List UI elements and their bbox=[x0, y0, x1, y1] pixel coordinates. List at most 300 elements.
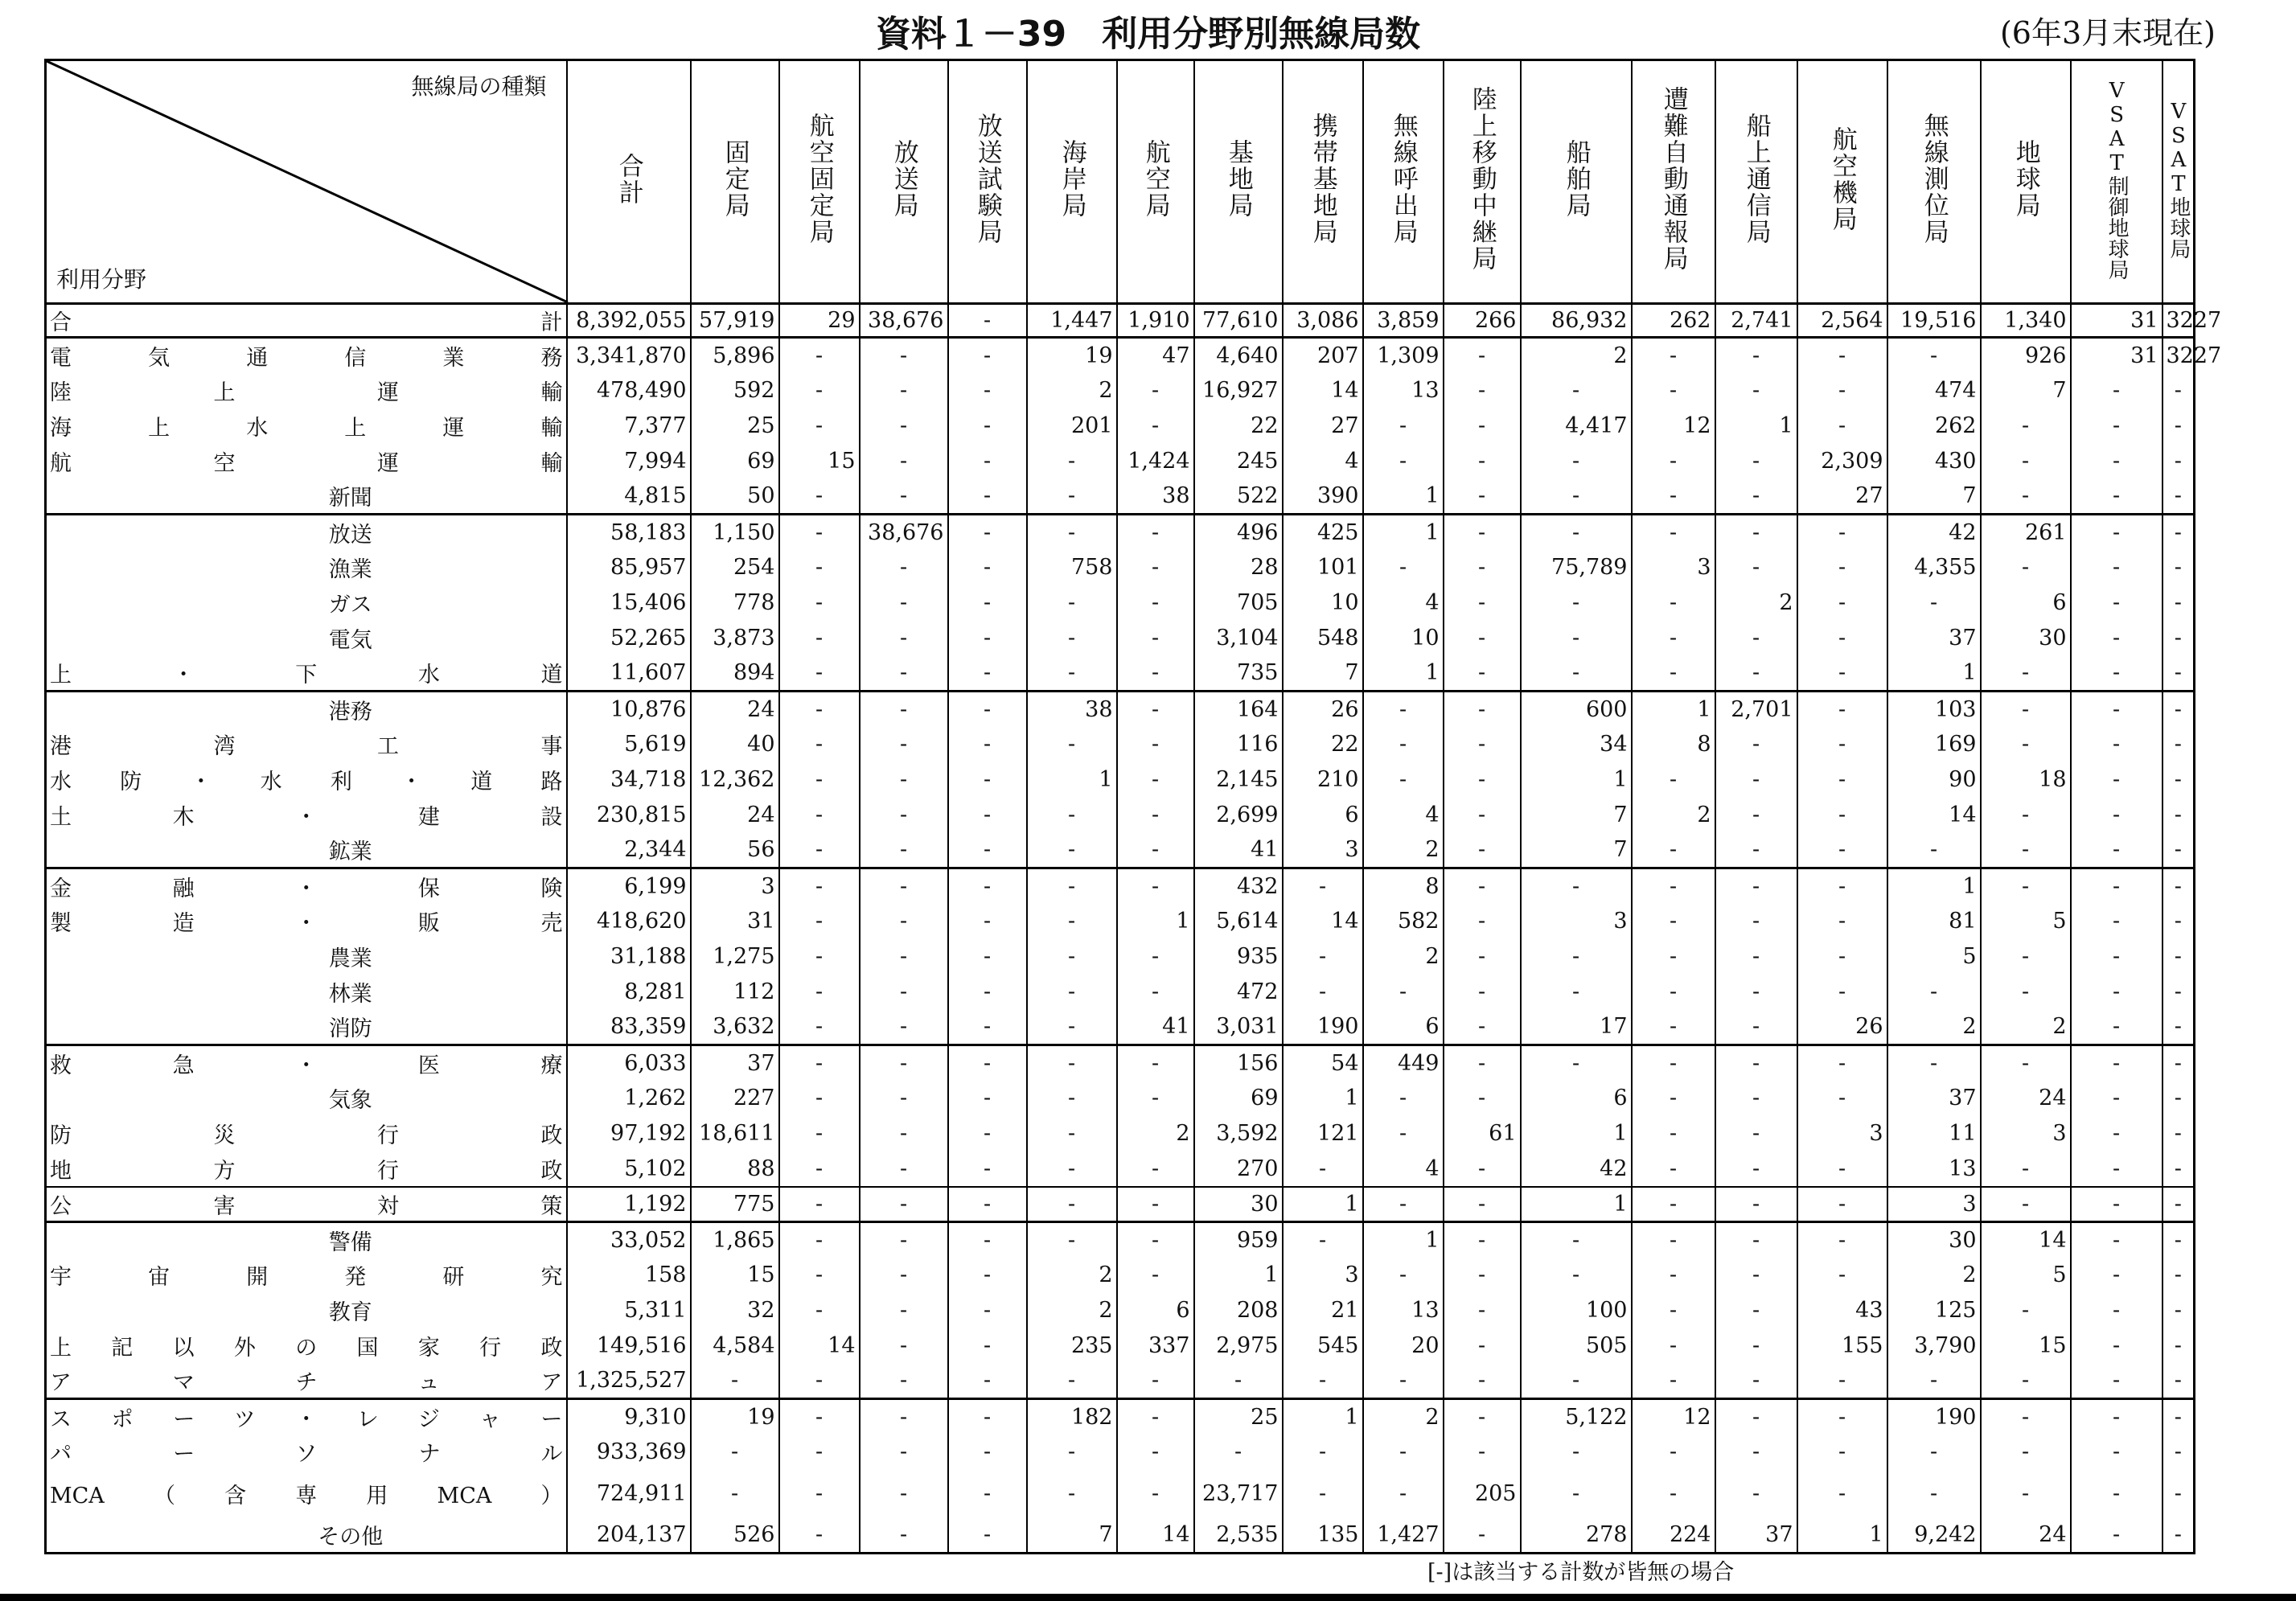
table-cell: - bbox=[1521, 1435, 1632, 1470]
table-cell: 18,611 bbox=[691, 1116, 779, 1151]
table-row bbox=[46, 444, 2195, 479]
table-cell: 5 bbox=[1887, 939, 1981, 975]
table-cell: - bbox=[1715, 727, 1797, 762]
table-cell: - bbox=[1797, 798, 1887, 833]
table-cell: - bbox=[860, 1187, 948, 1222]
table-cell: 425 bbox=[1283, 515, 1363, 550]
table-cell: - bbox=[860, 479, 948, 515]
table-row bbox=[46, 1010, 2195, 1045]
table-cell: 14 bbox=[1981, 1222, 2071, 1258]
table-cell: - bbox=[1521, 479, 1632, 515]
row-label: 教育 bbox=[46, 1293, 567, 1328]
row-label: 地方行政 bbox=[46, 1151, 567, 1187]
table-cell: 2,344 bbox=[567, 833, 691, 868]
table-cell: - bbox=[948, 692, 1027, 727]
column-header-label: 航空固定局 bbox=[804, 113, 834, 245]
table-cell: 7 bbox=[1521, 798, 1632, 833]
column-header-label: 地球局 bbox=[2011, 139, 2040, 219]
table-cell: - bbox=[1632, 868, 1715, 904]
column-header-label: 合計 bbox=[614, 152, 643, 206]
table-cell: - bbox=[860, 868, 948, 904]
table-cell: 19 bbox=[1027, 338, 1117, 373]
table-cell: - bbox=[1715, 621, 1797, 656]
table-cell: - bbox=[1981, 1045, 2071, 1081]
table-cell: - bbox=[2071, 1081, 2163, 1116]
table-cell: 112 bbox=[691, 975, 779, 1010]
table-cell: 11 bbox=[1887, 1116, 1981, 1151]
table-cell: - bbox=[948, 1258, 1027, 1293]
table-cell: - bbox=[2071, 939, 2163, 975]
table-cell: 81 bbox=[1887, 904, 1981, 939]
table-cell: - bbox=[1283, 1435, 1363, 1470]
table-cell: - bbox=[1521, 585, 1632, 621]
table-cell: - bbox=[1632, 1081, 1715, 1116]
table-cell: 8,281 bbox=[567, 975, 691, 1010]
table-cell: - bbox=[860, 1293, 948, 1328]
row-label: 救急・医療 bbox=[46, 1045, 567, 1081]
table-cell: 13 bbox=[1363, 1293, 1444, 1328]
table-cell: - bbox=[2071, 479, 2163, 515]
table-cell: 4 bbox=[1283, 444, 1363, 479]
table-cell: - bbox=[948, 444, 1027, 479]
table-cell: - bbox=[779, 1518, 860, 1554]
table-cell: 778 bbox=[691, 585, 779, 621]
table-cell: - bbox=[948, 585, 1027, 621]
table-cell: 935 bbox=[1194, 939, 1283, 975]
table-cell: - bbox=[1981, 833, 2071, 868]
table-cell: - bbox=[1117, 798, 1194, 833]
table-cell: - bbox=[1117, 1364, 1194, 1399]
column-header bbox=[567, 60, 691, 304]
table-cell: - bbox=[1981, 868, 2071, 904]
table-cell: - bbox=[1117, 1187, 1194, 1222]
row-label: 放送 bbox=[46, 515, 567, 550]
column-header bbox=[779, 60, 860, 304]
table-cell: - bbox=[860, 656, 948, 692]
column-header-label: 基地局 bbox=[1223, 139, 1253, 219]
table-cell: - bbox=[860, 585, 948, 621]
table-cell: - bbox=[1715, 1258, 1797, 1293]
table-cell: - bbox=[779, 939, 860, 975]
row-label: その他 bbox=[46, 1518, 567, 1554]
table-cell: 14 bbox=[1283, 373, 1363, 408]
table-cell: - bbox=[779, 1293, 860, 1328]
table-cell: 12 bbox=[1632, 1399, 1715, 1435]
table-cell: 22 bbox=[1194, 408, 1283, 444]
column-header bbox=[1194, 60, 1283, 304]
row-label: 電気 bbox=[46, 621, 567, 656]
table-cell: - bbox=[860, 373, 948, 408]
table-cell: - bbox=[2071, 975, 2163, 1010]
table-row bbox=[46, 939, 2195, 975]
table-cell: - bbox=[1632, 444, 1715, 479]
table-cell: - bbox=[948, 304, 1027, 338]
table-cell: - bbox=[1797, 621, 1887, 656]
table-cell: 38,676 bbox=[860, 515, 948, 550]
table-cell: 3,859 bbox=[1363, 304, 1444, 338]
table-cell: 10,876 bbox=[567, 692, 691, 727]
table-cell: 85,957 bbox=[567, 550, 691, 585]
table-cell: - bbox=[2163, 975, 2195, 1010]
table-cell: - bbox=[2071, 550, 2163, 585]
table-row bbox=[46, 1518, 2195, 1554]
table-cell: - bbox=[1715, 1399, 1797, 1435]
table-cell: - bbox=[1981, 1399, 2071, 1435]
table-cell: 1 bbox=[1632, 692, 1715, 727]
table-cell: 121 bbox=[1283, 1116, 1363, 1151]
table-cell: 5 bbox=[1981, 904, 2071, 939]
row-label: 港湾工事 bbox=[46, 727, 567, 762]
table-cell: 1 bbox=[1363, 656, 1444, 692]
table-cell: 390 bbox=[1283, 479, 1363, 515]
column-header bbox=[1981, 60, 2071, 304]
table-cell: - bbox=[2071, 1328, 2163, 1364]
table-cell: - bbox=[1715, 1010, 1797, 1045]
table-cell: - bbox=[1027, 1010, 1117, 1045]
table-row bbox=[46, 692, 2195, 727]
table-cell: - bbox=[1363, 1187, 1444, 1222]
table-cell: 28 bbox=[1194, 550, 1283, 585]
table-cell: 472 bbox=[1194, 975, 1283, 1010]
table-cell: 2,564 bbox=[1797, 304, 1887, 338]
table-cell: - bbox=[779, 550, 860, 585]
page-title: 資料１－39 利用分野別無線局数 bbox=[875, 14, 1421, 55]
table-row bbox=[46, 479, 2195, 515]
table-cell: 600 bbox=[1521, 692, 1632, 727]
table-cell: - bbox=[948, 798, 1027, 833]
table-cell: 75,789 bbox=[1521, 550, 1632, 585]
table-cell: - bbox=[948, 338, 1027, 373]
table-cell: - bbox=[779, 479, 860, 515]
table-cell: 169 bbox=[1887, 727, 1981, 762]
table-cell: 227 bbox=[691, 1081, 779, 1116]
radio-station-table bbox=[44, 59, 2222, 1554]
table-cell: - bbox=[1981, 692, 2071, 727]
table-cell: - bbox=[779, 656, 860, 692]
table-cell: - bbox=[1981, 408, 2071, 444]
table-cell: - bbox=[860, 1518, 948, 1554]
table-cell: - bbox=[2071, 798, 2163, 833]
table-cell: - bbox=[948, 904, 1027, 939]
table-cell: - bbox=[860, 1470, 948, 1518]
table-cell: 6 bbox=[1283, 798, 1363, 833]
table-cell: - bbox=[2163, 621, 2195, 656]
table-cell: - bbox=[1444, 1010, 1521, 1045]
table-cell: 3,086 bbox=[1283, 304, 1363, 338]
table-cell: - bbox=[2163, 1222, 2195, 1258]
table-row bbox=[46, 1435, 2195, 1470]
table-cell: 26 bbox=[1797, 1010, 1887, 1045]
table-cell: - bbox=[1363, 408, 1444, 444]
table-cell: 1 bbox=[1283, 1081, 1363, 1116]
table-cell: - bbox=[1887, 975, 1981, 1010]
table-cell: 12,362 bbox=[691, 762, 779, 798]
table-cell: 1,340 bbox=[1981, 304, 2071, 338]
column-header bbox=[1521, 60, 1632, 304]
table-cell: - bbox=[1027, 1116, 1117, 1151]
table-cell: - bbox=[1632, 1222, 1715, 1258]
table-row bbox=[46, 1045, 2195, 1081]
table-cell: - bbox=[1027, 1187, 1117, 1222]
table-cell: 4,815 bbox=[567, 479, 691, 515]
table-cell: - bbox=[1444, 1435, 1521, 1470]
table-cell: - bbox=[948, 1399, 1027, 1435]
table-cell: - bbox=[2163, 479, 2195, 515]
table-cell: 1,309 bbox=[1363, 338, 1444, 373]
table-cell: - bbox=[779, 1187, 860, 1222]
table-cell: 1 bbox=[1797, 1518, 1887, 1554]
table-cell: - bbox=[2071, 444, 2163, 479]
table-cell: 254 bbox=[691, 550, 779, 585]
table-cell: - bbox=[2071, 621, 2163, 656]
table-cell: - bbox=[948, 1081, 1027, 1116]
table-cell: 2 bbox=[1521, 338, 1632, 373]
table-cell: 1 bbox=[1194, 1258, 1283, 1293]
table-cell: - bbox=[1521, 1470, 1632, 1518]
table-cell: - bbox=[1715, 833, 1797, 868]
table-row bbox=[46, 1258, 2195, 1293]
table-row bbox=[46, 1151, 2195, 1187]
table-cell: 7 bbox=[1027, 1518, 1117, 1554]
table-cell: - bbox=[948, 868, 1027, 904]
table-cell: 5,614 bbox=[1194, 904, 1283, 939]
table-cell: - bbox=[1194, 1435, 1283, 1470]
row-label: 水防・水利・道路 bbox=[46, 762, 567, 798]
table-cell: - bbox=[1521, 373, 1632, 408]
table-cell: - bbox=[1632, 1435, 1715, 1470]
table-row bbox=[46, 1293, 2195, 1328]
table-cell: - bbox=[860, 1010, 948, 1045]
table-cell: 3,341,870 bbox=[567, 338, 691, 373]
table-row bbox=[46, 621, 2195, 656]
as-of-date: (6年3月末現在) bbox=[1999, 15, 2216, 51]
column-header-label: 遭難自動通報局 bbox=[1658, 86, 1688, 272]
table-cell: 37 bbox=[1715, 1518, 1797, 1554]
table-cell: - bbox=[691, 1435, 779, 1470]
table-cell: 3 bbox=[1887, 1187, 1981, 1222]
row-label: アマチュア bbox=[46, 1364, 567, 1399]
table-cell: - bbox=[948, 833, 1027, 868]
table-cell: 1,262 bbox=[567, 1081, 691, 1116]
table-cell: 97,192 bbox=[567, 1116, 691, 1151]
table-cell: 31 bbox=[2071, 338, 2163, 373]
table-cell: - bbox=[1715, 975, 1797, 1010]
row-label: 新聞 bbox=[46, 479, 567, 515]
table-row bbox=[46, 550, 2195, 585]
table-cell: - bbox=[1715, 1187, 1797, 1222]
table-cell: 1 bbox=[1715, 408, 1797, 444]
table-cell: 38 bbox=[1027, 692, 1117, 727]
table-cell: - bbox=[1363, 1081, 1444, 1116]
table-cell: - bbox=[1444, 833, 1521, 868]
table-cell: - bbox=[1444, 975, 1521, 1010]
table-cell: 190 bbox=[1283, 1010, 1363, 1045]
table-cell: 1 bbox=[1363, 1222, 1444, 1258]
table-cell: - bbox=[779, 975, 860, 1010]
table-cell: - bbox=[1632, 1010, 1715, 1045]
table-cell: - bbox=[2163, 373, 2195, 408]
table-cell: - bbox=[948, 621, 1027, 656]
table-cell: - bbox=[1715, 338, 1797, 373]
row-label: 気象 bbox=[46, 1081, 567, 1116]
table-cell: 3 bbox=[1797, 1116, 1887, 1151]
table-cell: - bbox=[1981, 550, 2071, 585]
table-cell: - bbox=[1981, 1151, 2071, 1187]
table-cell: 30 bbox=[1887, 1222, 1981, 1258]
table-cell: - bbox=[1444, 621, 1521, 656]
table-cell: - bbox=[1521, 444, 1632, 479]
table-cell: 5 bbox=[1981, 1258, 2071, 1293]
table-cell: 18 bbox=[1981, 762, 2071, 798]
table-cell: 14 bbox=[1117, 1518, 1194, 1554]
table-cell: - bbox=[1027, 1045, 1117, 1081]
table-cell: 204,137 bbox=[567, 1518, 691, 1554]
table-cell: 933,369 bbox=[567, 1435, 691, 1470]
table-cell: 1 bbox=[1283, 1399, 1363, 1435]
table-cell: 41 bbox=[1117, 1010, 1194, 1045]
table-cell: - bbox=[779, 833, 860, 868]
row-label: 航空運輸 bbox=[46, 444, 567, 479]
table-cell: - bbox=[1027, 479, 1117, 515]
column-header-label: 放送試験局 bbox=[972, 113, 1002, 245]
column-header bbox=[2071, 60, 2163, 304]
table-cell: - bbox=[1797, 762, 1887, 798]
corner-header bbox=[46, 60, 567, 304]
table-cell: - bbox=[1444, 1187, 1521, 1222]
table-cell: - bbox=[2071, 868, 2163, 904]
table-row bbox=[46, 1081, 2195, 1116]
table-cell: - bbox=[1632, 1116, 1715, 1151]
table-cell: - bbox=[1887, 833, 1981, 868]
table-row bbox=[46, 373, 2195, 408]
table-cell: 23,717 bbox=[1194, 1470, 1283, 1518]
table-cell: 5,102 bbox=[567, 1151, 691, 1187]
table-cell: - bbox=[1027, 585, 1117, 621]
table-cell: - bbox=[948, 1116, 1027, 1151]
table-cell: 592 bbox=[691, 373, 779, 408]
table-cell: - bbox=[1797, 727, 1887, 762]
table-cell: 2,701 bbox=[1715, 692, 1797, 727]
table-cell: - bbox=[2071, 408, 2163, 444]
table-cell: - bbox=[948, 1364, 1027, 1399]
table-cell: - bbox=[1363, 1258, 1444, 1293]
table-cell: - bbox=[2071, 1151, 2163, 1187]
table-cell: - bbox=[860, 1435, 948, 1470]
table-cell: - bbox=[779, 1435, 860, 1470]
table-cell: - bbox=[860, 1045, 948, 1081]
table-cell: - bbox=[779, 515, 860, 550]
table-cell: - bbox=[948, 1293, 1027, 1328]
table-cell: 135 bbox=[1283, 1518, 1363, 1554]
table-cell: - bbox=[1521, 1258, 1632, 1293]
row-label: 警備 bbox=[46, 1222, 567, 1258]
table-cell: - bbox=[1797, 1364, 1887, 1399]
table-cell: - bbox=[1797, 904, 1887, 939]
table-cell: - bbox=[1027, 833, 1117, 868]
table-cell: 959 bbox=[1194, 1222, 1283, 1258]
table-cell: - bbox=[1632, 1187, 1715, 1222]
table-cell: 13 bbox=[1363, 373, 1444, 408]
table-cell: 25 bbox=[691, 408, 779, 444]
table-cell: 2 bbox=[1027, 373, 1117, 408]
table-cell: - bbox=[948, 408, 1027, 444]
table-cell: - bbox=[948, 1187, 1027, 1222]
table-cell: 29 bbox=[779, 304, 860, 338]
table-cell: - bbox=[1444, 585, 1521, 621]
table-cell: 262 bbox=[1632, 304, 1715, 338]
table-cell: - bbox=[1117, 408, 1194, 444]
table-cell: - bbox=[1715, 1116, 1797, 1151]
table-row bbox=[46, 727, 2195, 762]
table-cell: 3,031 bbox=[1194, 1010, 1283, 1045]
table-row bbox=[46, 1470, 2195, 1518]
table-cell: - bbox=[1632, 338, 1715, 373]
table-cell: 205 bbox=[1444, 1470, 1521, 1518]
table-cell: - bbox=[1363, 550, 1444, 585]
table-cell: - bbox=[2071, 727, 2163, 762]
table-cell: - bbox=[1632, 1364, 1715, 1399]
table-cell: 2,975 bbox=[1194, 1328, 1283, 1364]
table-cell: 418,620 bbox=[567, 904, 691, 939]
row-label: 港務 bbox=[46, 692, 567, 727]
table-row bbox=[46, 798, 2195, 833]
table-cell: 724,911 bbox=[567, 1470, 691, 1518]
table-cell: 47 bbox=[1117, 338, 1194, 373]
table-cell: 4,355 bbox=[1887, 550, 1981, 585]
table-cell: 3 bbox=[1283, 1258, 1363, 1293]
table-cell: 6,033 bbox=[567, 1045, 691, 1081]
table-cell: 42 bbox=[1521, 1151, 1632, 1187]
table-cell: - bbox=[1797, 1399, 1887, 1435]
table-cell: - bbox=[1027, 515, 1117, 550]
table-cell: - bbox=[691, 1470, 779, 1518]
table-cell: - bbox=[948, 550, 1027, 585]
table-cell: - bbox=[2163, 1081, 2195, 1116]
usage-field-label: 利用分野 bbox=[56, 266, 147, 293]
row-label: 宇宙開発研究 bbox=[46, 1258, 567, 1293]
table-cell: 235 bbox=[1027, 1328, 1117, 1364]
table-cell: 522 bbox=[1194, 479, 1283, 515]
table-cell: 1 bbox=[1887, 868, 1981, 904]
table-cell: - bbox=[1444, 479, 1521, 515]
table-cell: - bbox=[1363, 1116, 1444, 1151]
table-cell: 33,052 bbox=[567, 1222, 691, 1258]
table-row bbox=[46, 1399, 2195, 1435]
table-cell: - bbox=[1117, 1081, 1194, 1116]
table-cell: 2 bbox=[1887, 1010, 1981, 1045]
table-cell: - bbox=[1632, 904, 1715, 939]
table-cell: - bbox=[1797, 1187, 1887, 1222]
table-cell: - bbox=[2071, 692, 2163, 727]
column-header bbox=[1887, 60, 1981, 304]
table-cell: 2 bbox=[1363, 833, 1444, 868]
table-cell: - bbox=[948, 479, 1027, 515]
table-cell: - bbox=[1715, 1081, 1797, 1116]
table-cell: - bbox=[2071, 585, 2163, 621]
table-cell: 30 bbox=[1981, 621, 2071, 656]
table-cell: - bbox=[2163, 1364, 2195, 1399]
bottom-rule bbox=[0, 1594, 2296, 1601]
table-cell: - bbox=[1981, 1187, 2071, 1222]
table-cell: - bbox=[1981, 444, 2071, 479]
column-header-label: 航空機局 bbox=[1827, 125, 1857, 232]
table-cell: 6 bbox=[1521, 1081, 1632, 1116]
table-cell: 58,183 bbox=[567, 515, 691, 550]
table-row bbox=[46, 975, 2195, 1010]
table-cell: - bbox=[860, 692, 948, 727]
table-cell: 2,699 bbox=[1194, 798, 1283, 833]
table-cell: - bbox=[948, 762, 1027, 798]
